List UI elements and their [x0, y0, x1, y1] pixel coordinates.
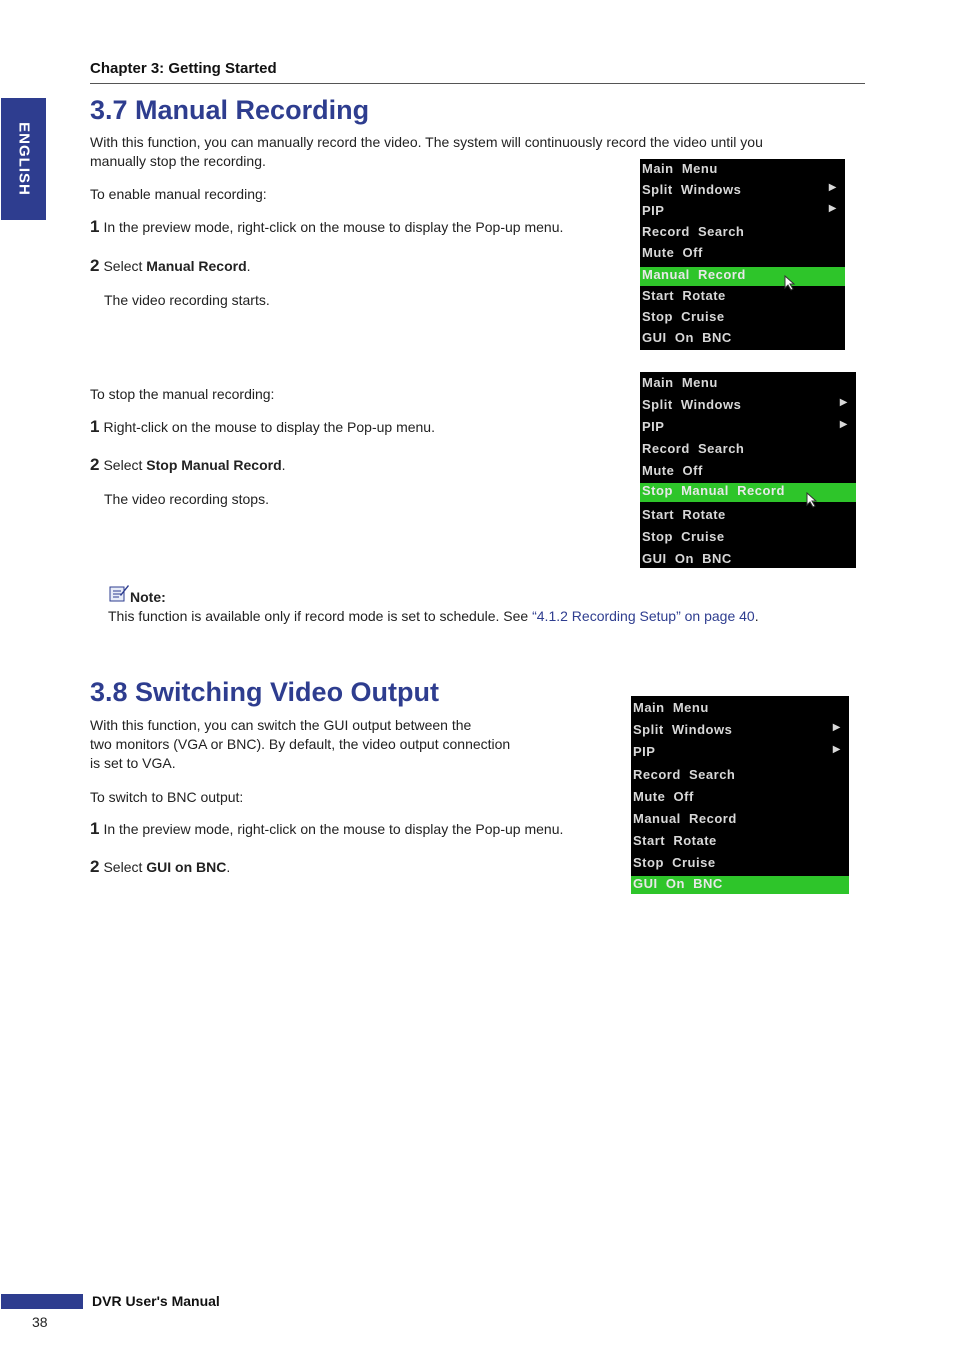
menu-item: Stop Cruise — [633, 855, 716, 870]
submenu-arrow-icon: ▶ — [828, 203, 837, 214]
menu-item: Split Windows ▶ — [642, 397, 848, 412]
note-text: This function is available only if record mode is set to schedule. See “4.1.2 Recording Setup” on page 40. — [108, 608, 759, 624]
stop-step-1: 1 Right-click on the mouse to display the Pop-up menu. — [90, 417, 435, 436]
footer-title: DVR User's Manual — [92, 1293, 220, 1309]
menu-item: Mute Off — [642, 245, 703, 260]
menu-item-selected: Stop Manual Record — [640, 483, 856, 502]
stop-step-2: 2 Select Stop Manual Record. — [90, 455, 286, 474]
mouse-cursor-icon — [784, 275, 796, 291]
section-title-switching-video-output: 3.8 Switching Video Output — [90, 677, 440, 707]
menu-item: GUI On BNC — [642, 330, 732, 345]
popup-menu-screenshot-2 — [640, 372, 856, 568]
popup-menu-screenshot-3 — [631, 696, 849, 894]
submenu-arrow-icon: ▶ — [832, 744, 841, 755]
manual-recording-intro: With this function, you can manually record the video. The system will continuously record the video until you manually stop the recording. — [90, 134, 763, 169]
menu-item: PIP ▶ — [642, 203, 837, 218]
mouse-cursor-icon — [806, 492, 818, 508]
switch-label: To switch to BNC output: — [90, 789, 244, 805]
menu-item: GUI On BNC — [642, 551, 732, 566]
switching-intro: With this function, you can switch the GUI output between the two monitors (VGA or BNC). By default, the video output connection is set to VGA. — [90, 717, 511, 771]
section-title-manual-recording: 3.7 Manual Recording — [90, 95, 370, 125]
submenu-arrow-icon: ▶ — [839, 419, 848, 430]
switch-step-2: 2 Select GUI on BNC. — [90, 857, 231, 876]
chapter-header: Chapter 3: Getting Started — [90, 60, 277, 77]
menu-item: Split Windows ▶ — [633, 722, 841, 737]
menu-item: Start Rotate — [633, 833, 717, 848]
popup-menu-screenshot-1 — [640, 159, 845, 350]
footer-bar — [1, 1294, 83, 1309]
recording-setup-link[interactable]: “4.1.2 Recording Setup” on page 40 — [532, 608, 755, 624]
note-label: Note: — [130, 589, 166, 605]
menu-item: Mute Off — [633, 789, 694, 804]
menu-item-selected: GUI On BNC — [631, 876, 849, 894]
enable-result: The video recording starts. — [104, 292, 270, 308]
header-rule — [90, 83, 865, 84]
menu-item: Split Windows ▶ — [642, 182, 837, 197]
menu-item: Mute Off — [642, 463, 703, 478]
submenu-arrow-icon: ▶ — [832, 722, 841, 733]
language-tab — [1, 98, 46, 220]
menu-item: Record Search — [633, 767, 736, 782]
stop-label: To stop the manual recording: — [90, 386, 275, 402]
enable-step-1: 1 In the preview mode, right-click on the mouse to display the Pop-up menu. — [90, 217, 564, 236]
note-icon — [108, 583, 130, 603]
menu-item: Manual Record — [633, 811, 737, 826]
menu-item: Stop Cruise — [642, 529, 725, 544]
menu-item: Main Menu — [633, 700, 709, 715]
menu-item: Record Search — [642, 441, 745, 456]
switch-step-1: 1 In the preview mode, right-click on the mouse to display the Pop-up menu. — [90, 819, 564, 838]
menu-item: Start Rotate — [642, 507, 726, 522]
submenu-arrow-icon: ▶ — [839, 397, 848, 408]
enable-step-2: 2 Select Manual Record. — [90, 256, 251, 275]
page-number: 38 — [32, 1314, 48, 1330]
menu-item: PIP ▶ — [642, 419, 848, 434]
submenu-arrow-icon: ▶ — [828, 182, 837, 193]
menu-item: Record Search — [642, 224, 745, 239]
language-tab-label: ENGLISH — [15, 122, 32, 196]
enable-label: To enable manual recording: — [90, 186, 267, 202]
menu-item: Main Menu — [642, 375, 718, 390]
menu-item: PIP ▶ — [633, 744, 841, 759]
stop-result: The video recording stops. — [104, 491, 269, 507]
menu-item: Main Menu — [642, 161, 718, 176]
menu-item: Stop Cruise — [642, 309, 725, 324]
menu-item: Start Rotate — [642, 288, 726, 303]
menu-item-selected: Manual Record — [640, 267, 845, 286]
